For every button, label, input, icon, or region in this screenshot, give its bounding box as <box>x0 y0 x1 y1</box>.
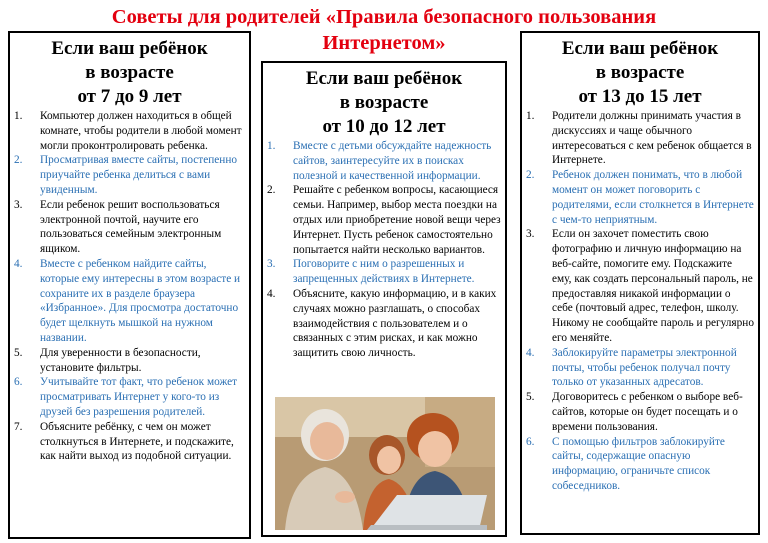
list-item <box>14 153 245 197</box>
column-age-10-12 <box>261 61 507 537</box>
item-number: 5. <box>14 346 23 359</box>
heading-line: в возрасте <box>85 62 174 83</box>
item-text: Если он захочет поместить свою фотографию и личную информацию на веб-сайте, помогите ему. Подскажите ему, как создать персональный пароль, не предоставляя никакой информации о себе (почтовый адрес, телефон, школу. Никому не сообщайте пароль и регулярно его меняйте. <box>552 228 754 344</box>
item-text: Решайте с ребенком вопросы, касающиеся семьи. Например, выбор места поездки на отдых или приобретение новой вещи через Интернет. Пусть ребенок самостоятельно попытается найти несколько вариантов. <box>293 184 501 256</box>
family-laptop-photo <box>275 397 495 530</box>
list-item <box>14 346 245 376</box>
item-text: Родители должны принимать участия в дискуссиях и чаще обычного интересоваться с кем ребенок общается в Интернете. <box>552 110 752 167</box>
item-text: Объясните, какую информацию, и в каких случаях можно разглашать, о способах взаимодействия с пользователем и о связанных с этим рисках, и как можно защитить свою личность. <box>293 287 497 360</box>
list-item <box>526 168 754 227</box>
tips-list <box>14 109 245 464</box>
list-item <box>526 227 754 345</box>
heading-line: Если ваш ребёнок <box>305 68 463 89</box>
item-number: 6. <box>526 435 535 448</box>
list-item <box>14 257 245 346</box>
column-heading <box>526 33 754 109</box>
list-item <box>14 198 245 257</box>
item-number: 3. <box>267 258 276 271</box>
item-text: Компьютер должен находиться в общей комнате, чтобы родители в любой момент могли проконтролировать ребенка. <box>40 110 242 152</box>
item-number: 1. <box>14 110 23 122</box>
item-number: 5. <box>526 391 535 404</box>
item-number: 4. <box>267 287 276 300</box>
list-item <box>526 390 754 434</box>
page-title-line2: Интернетом» <box>322 32 446 54</box>
item-text: Заблокируйте параметры электронной почты, чтобы ребенок получал почту только от указанных адресатов. <box>552 346 737 389</box>
item-number: 1. <box>267 140 276 152</box>
list-item <box>526 109 754 168</box>
list-item <box>267 257 501 287</box>
column-heading <box>14 33 245 109</box>
list-item <box>267 183 501 257</box>
heading-line: Если ваш ребёнок <box>51 38 208 59</box>
item-number: 3. <box>526 228 535 241</box>
heading-line: от 10 до 12 лет <box>322 116 446 137</box>
item-text: С помощью фильтров заблокируйте сайты, содержащие опасную информацию, ограничьте список собеседников. <box>552 435 725 492</box>
column-age-13-15 <box>520 31 760 535</box>
item-number: 2. <box>267 184 276 197</box>
heading-line: Если ваш ребёнок <box>561 38 719 59</box>
heading-line: в возрасте <box>339 92 429 113</box>
item-number: 2. <box>526 169 535 182</box>
item-text: Вместе с ребенком найдите сайты, которые ему интересны в этом возрасте и сохраните их в разделе браузера «Избранное». Для просмотра достаточно будет щелкнуть мышкой на нужном названии. <box>40 257 241 344</box>
tips-list <box>267 139 501 361</box>
item-number: 4. <box>526 346 535 359</box>
item-text: Учитывайте тот факт, что ребенок может просматривать Интернет у кого-то из друзей без разрешения родителей. <box>40 376 238 418</box>
item-number: 1. <box>526 110 535 122</box>
item-text: Ребенок должен понимать, что в любой момент он может поговорить с родителями, если столкнется в Интернете с чем-то неприятным. <box>552 169 754 226</box>
item-number: 2. <box>14 154 23 167</box>
heading-line: от 7 до 9 лет <box>77 86 182 107</box>
heading-line: в возрасте <box>595 62 685 83</box>
heading-line: от 13 до 15 лет <box>578 86 702 107</box>
item-number: 6. <box>14 376 23 389</box>
item-text: Договоритесь с ребенком о выборе веб-сайтов, которые он будет посещать и о времени пользования. <box>552 391 743 433</box>
column-heading <box>267 63 501 139</box>
list-item <box>267 287 501 361</box>
list-item <box>14 420 245 464</box>
page-title-line1: Советы для родителей «Правила безопасного пользования <box>111 6 657 28</box>
item-text: Просматривая вместе сайты, постепенно приучайте ребенка делиться с вами увиденным. <box>40 154 238 196</box>
item-text: Для уверенности в безопасности, установите фильтры. <box>40 346 201 374</box>
item-text: Если ребенок решит воспользоваться электронной почтой, научите его пользоваться семейным электронным ящиком. <box>40 198 222 256</box>
item-number: 4. <box>14 257 23 270</box>
list-item <box>14 109 245 153</box>
tips-list <box>526 109 754 494</box>
list-item <box>526 346 754 390</box>
item-text: Вместе с детьми обсуждайте надежность сайтов, заинтересуйте их в поисках полезной и качественной информации. <box>293 140 492 182</box>
list-item <box>526 435 754 494</box>
column-age-7-9 <box>8 31 251 539</box>
item-number: 3. <box>14 198 23 211</box>
list-item <box>14 375 245 419</box>
item-text: Поговорите с ним о разрешенных и запрещенных действиях в Интернете. <box>293 258 475 286</box>
item-number: 7. <box>14 420 23 433</box>
item-text: Объясните ребёнку, с чем он может столкнуться в Интернете, и подскажите, как найти выход из подобной ситуации. <box>40 420 234 463</box>
list-item <box>267 139 501 183</box>
photo-illustration <box>275 397 495 530</box>
